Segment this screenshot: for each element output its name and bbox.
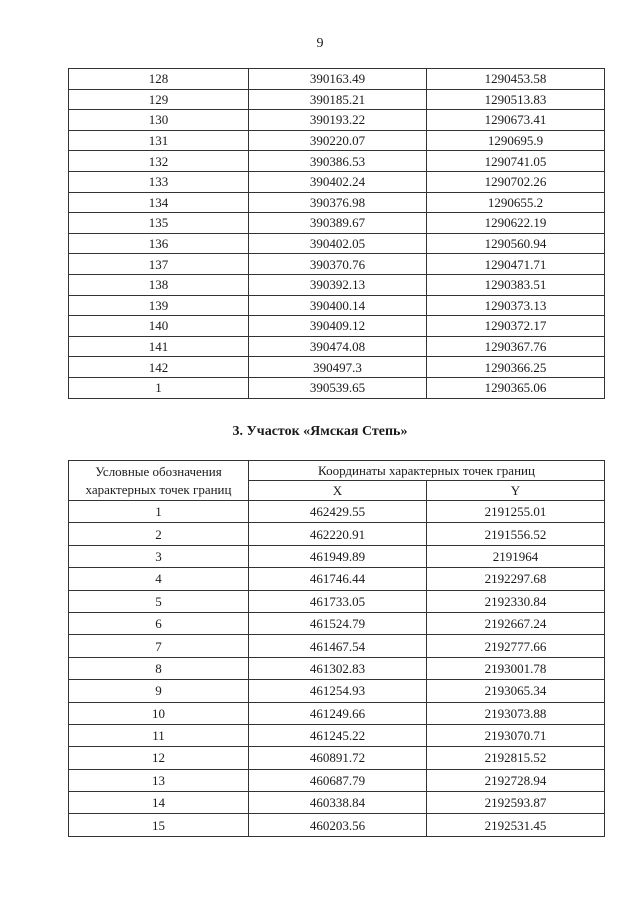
table-row — [69, 254, 605, 275]
table-row — [69, 233, 605, 254]
y-coordinate-cell: 2192728.94 — [427, 769, 605, 791]
header-x: X — [249, 481, 427, 501]
table-row — [69, 316, 605, 337]
x-coordinate-cell: 390539.65 — [249, 377, 427, 398]
y-coordinate-cell: 1290622.19 — [427, 213, 605, 234]
point-number-cell: 133 — [69, 171, 249, 192]
point-number-cell: 129 — [69, 89, 249, 110]
table-row — [69, 769, 605, 791]
y-coordinate-cell: 1290453.58 — [427, 69, 605, 90]
y-coordinate-cell: 1290560.94 — [427, 233, 605, 254]
table-row — [69, 69, 605, 90]
x-coordinate-cell: 390163.49 — [249, 69, 427, 90]
point-number-cell: 1 — [69, 501, 249, 523]
y-coordinate-cell: 1290373.13 — [427, 295, 605, 316]
y-coordinate-cell: 2192667.24 — [427, 612, 605, 634]
y-coordinate-cell: 2192777.66 — [427, 635, 605, 657]
y-coordinate-cell: 2193065.34 — [427, 680, 605, 702]
table-row — [69, 635, 605, 657]
x-coordinate-cell: 462220.91 — [249, 523, 427, 545]
point-number-cell: 136 — [69, 233, 249, 254]
x-coordinate-cell: 390389.67 — [249, 213, 427, 234]
table-row — [69, 89, 605, 110]
x-coordinate-cell: 390497.3 — [249, 357, 427, 378]
table-row — [69, 336, 605, 357]
y-coordinate-cell: 1290383.51 — [427, 274, 605, 295]
x-coordinate-cell: 460338.84 — [249, 792, 427, 814]
y-coordinate-cell: 2193001.78 — [427, 657, 605, 679]
x-coordinate-cell: 390392.13 — [249, 274, 427, 295]
y-coordinate-cell: 2193073.88 — [427, 702, 605, 724]
x-coordinate-cell: 461746.44 — [249, 568, 427, 590]
x-coordinate-cell: 390409.12 — [249, 316, 427, 337]
y-coordinate-cell: 1290695.9 — [427, 130, 605, 151]
point-number-cell: 4 — [69, 568, 249, 590]
point-number-cell: 137 — [69, 254, 249, 275]
table-row — [69, 130, 605, 151]
x-coordinate-cell: 390193.22 — [249, 110, 427, 131]
x-coordinate-cell: 390402.24 — [249, 171, 427, 192]
y-coordinate-cell: 2192531.45 — [427, 814, 605, 836]
point-number-cell: 15 — [69, 814, 249, 836]
y-coordinate-cell: 1290741.05 — [427, 151, 605, 172]
table-row — [69, 295, 605, 316]
y-coordinate-cell: 2191255.01 — [427, 501, 605, 523]
x-coordinate-cell: 461245.22 — [249, 724, 427, 746]
y-coordinate-cell: 2191556.52 — [427, 523, 605, 545]
y-coordinate-cell: 1290513.83 — [427, 89, 605, 110]
y-coordinate-cell: 2193070.71 — [427, 724, 605, 746]
header-point-label-line1: Условные обозначения — [95, 463, 222, 479]
point-number-cell: 130 — [69, 110, 249, 131]
x-coordinate-cell: 390386.53 — [249, 151, 427, 172]
y-coordinate-cell: 2192815.52 — [427, 747, 605, 769]
table-row — [69, 814, 605, 836]
y-coordinate-cell: 2192593.87 — [427, 792, 605, 814]
table-row — [69, 680, 605, 702]
x-coordinate-cell: 390400.14 — [249, 295, 427, 316]
coordinates-table-yamskaya-step — [68, 460, 605, 837]
point-number-cell: 1 — [69, 377, 249, 398]
x-coordinate-cell: 461302.83 — [249, 657, 427, 679]
point-number-cell: 6 — [69, 612, 249, 634]
point-number-cell: 9 — [69, 680, 249, 702]
table-row — [69, 523, 605, 545]
table-row — [69, 545, 605, 567]
point-number-cell: 14 — [69, 792, 249, 814]
x-coordinate-cell: 460687.79 — [249, 769, 427, 791]
table-row — [69, 171, 605, 192]
x-coordinate-cell: 461733.05 — [249, 590, 427, 612]
x-coordinate-cell: 461949.89 — [249, 545, 427, 567]
point-number-cell: 12 — [69, 747, 249, 769]
y-coordinate-cell: 1290471.71 — [427, 254, 605, 275]
y-coordinate-cell: 1290702.26 — [427, 171, 605, 192]
point-number-cell: 140 — [69, 316, 249, 337]
coordinates-table-body — [69, 69, 605, 399]
point-number-cell: 138 — [69, 274, 249, 295]
table-row — [69, 110, 605, 131]
y-coordinate-cell: 1290367.76 — [427, 336, 605, 357]
x-coordinate-cell: 461524.79 — [249, 612, 427, 634]
section-heading: 3. Участок «Ямская Степь» — [232, 424, 408, 439]
header-coordinates: Координаты характерных точек границ — [249, 461, 605, 481]
x-coordinate-cell: 461249.66 — [249, 702, 427, 724]
point-number-cell: 139 — [69, 295, 249, 316]
x-coordinate-cell: 390185.21 — [249, 89, 427, 110]
coordinates-table-continued — [68, 68, 605, 399]
table-row — [69, 501, 605, 523]
point-number-cell: 10 — [69, 702, 249, 724]
table-row — [69, 568, 605, 590]
x-coordinate-cell: 461254.93 — [249, 680, 427, 702]
x-coordinate-cell: 390220.07 — [249, 130, 427, 151]
table-row — [69, 274, 605, 295]
x-coordinate-cell: 461467.54 — [249, 635, 427, 657]
x-coordinate-cell: 390474.08 — [249, 336, 427, 357]
y-coordinate-cell: 1290655.2 — [427, 192, 605, 213]
table-row — [69, 702, 605, 724]
coordinates-table-body — [69, 501, 605, 837]
point-number-cell: 135 — [69, 213, 249, 234]
point-number-cell: 7 — [69, 635, 249, 657]
table-row — [69, 377, 605, 398]
point-number-cell: 8 — [69, 657, 249, 679]
y-coordinate-cell: 2192330.84 — [427, 590, 605, 612]
header-point-label — [69, 461, 249, 501]
table-row — [69, 724, 605, 746]
x-coordinate-cell: 462429.55 — [249, 501, 427, 523]
point-number-cell: 5 — [69, 590, 249, 612]
header-y: Y — [427, 481, 605, 501]
point-number-cell: 141 — [69, 336, 249, 357]
table-row — [69, 590, 605, 612]
y-coordinate-cell: 1290372.17 — [427, 316, 605, 337]
y-coordinate-cell: 1290366.25 — [427, 357, 605, 378]
table-row — [69, 151, 605, 172]
point-number-cell: 11 — [69, 724, 249, 746]
table-row — [69, 192, 605, 213]
point-number-cell: 3 — [69, 545, 249, 567]
y-coordinate-cell: 1290365.06 — [427, 377, 605, 398]
point-number-cell: 142 — [69, 357, 249, 378]
page-number: 9 — [316, 36, 324, 51]
table-row — [69, 747, 605, 769]
x-coordinate-cell: 390376.98 — [249, 192, 427, 213]
x-coordinate-cell: 460891.72 — [249, 747, 427, 769]
point-number-cell: 2 — [69, 523, 249, 545]
point-number-cell: 131 — [69, 130, 249, 151]
x-coordinate-cell: 460203.56 — [249, 814, 427, 836]
x-coordinate-cell: 390402.05 — [249, 233, 427, 254]
y-coordinate-cell: 1290673.41 — [427, 110, 605, 131]
point-number-cell: 13 — [69, 769, 249, 791]
table-row — [69, 357, 605, 378]
table-row — [69, 657, 605, 679]
table-row — [69, 612, 605, 634]
table-row — [69, 213, 605, 234]
point-number-cell: 128 — [69, 69, 249, 90]
point-number-cell: 134 — [69, 192, 249, 213]
y-coordinate-cell: 2191964 — [427, 545, 605, 567]
table-row — [69, 792, 605, 814]
x-coordinate-cell: 390370.76 — [249, 254, 427, 275]
point-number-cell: 132 — [69, 151, 249, 172]
header-point-label-line2: характерных точек границ — [85, 481, 232, 497]
y-coordinate-cell: 2192297.68 — [427, 568, 605, 590]
